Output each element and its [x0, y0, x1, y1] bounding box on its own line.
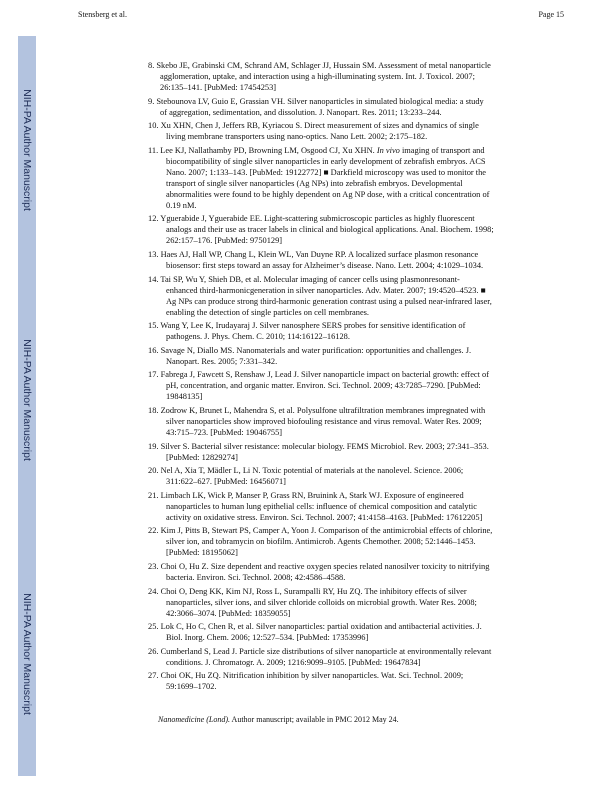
reference-number: 9.: [148, 96, 155, 106]
reference-line: [148, 120, 588, 131]
reference-item: [148, 60, 588, 93]
reference-line: [148, 427, 588, 438]
reference-line: [148, 416, 588, 427]
reference-line: [148, 536, 588, 547]
reference-text: Xu XHN, Chen J, Jeffers RB, Kyriacou S. Direct measurement of sizes and dynamics of single: [160, 121, 479, 131]
reference-line: [148, 156, 588, 167]
reference-line: [148, 501, 588, 512]
reference-text: transport of single silver nanoparticles (Ag NPs) into zebrafish embryos. Developmental: [166, 178, 463, 188]
reference-number: 18.: [148, 405, 159, 415]
reference-line: [148, 107, 588, 118]
reference-text: Lee KJ, Nallathamby PD, Browning LM, Osgood CJ, Xu XHN.: [160, 145, 377, 155]
reference-line: [148, 657, 588, 668]
reference-text: Lok C, Ho C, Chen R, et al. Silver nanoparticles: partial oxidation and antibacterial activities. J.: [160, 622, 482, 632]
reference-number: 20.: [148, 466, 159, 476]
reference-text: of aggregation, sedimentation, and dissolution. J. Nanopart. Res. 2011; 13:233–244.: [160, 107, 442, 117]
reference-text: pH, concentration, and organic matter. Environ. Sci. Technol. 2009; 43:7285–7290. [PubMed:: [166, 381, 481, 391]
reference-line: [148, 681, 588, 692]
reference-text: silver ion, and tobramycin on biofilm. Antimicrob. Agents Chemother. 2008; 52:1446–1453.: [166, 537, 476, 547]
reference-text: Nano. 2007; 1:133–143. [PubMed: 19122772] ■ Darkfield microscopy was used to monitor the: [166, 167, 487, 177]
reference-line: [148, 608, 588, 619]
reference-number: 23.: [148, 561, 159, 571]
reference-text: 42:3066–3074. [PubMed: 18359055]: [166, 608, 291, 618]
reference-item: [148, 96, 588, 118]
sidebar-label: NIH-PA Author Manuscript: [21, 339, 33, 461]
reference-number: 27.: [148, 671, 159, 681]
reference-line: [148, 145, 588, 156]
reference-text: Stebounova LV, Guio E, Grassian VH. Silver nanoparticles in simulated biological media: a study: [156, 96, 484, 106]
reference-text: Zodrow K, Brunet L, Mahendra S, et al. Polysulfone ultrafiltration membranes impregnated with: [160, 405, 486, 415]
reference-line: [148, 213, 588, 224]
reference-text: enabling the detection of single particles on cell membranes.: [166, 307, 370, 317]
reference-number: 11.: [148, 145, 159, 155]
reference-line: [148, 200, 588, 211]
reference-text: living membrane transporters using nano-optics. Nano Lett. 2002; 2:175–182.: [166, 132, 428, 142]
italic-text: In vivo: [376, 145, 400, 155]
reference-text: nanoparticles to human lung epithelial cells: influence of chemical composition and catalytic: [166, 501, 477, 511]
reference-line: [148, 597, 588, 608]
reference-number: 22.: [148, 526, 159, 536]
reference-line: [148, 224, 588, 235]
reference-text: 0.19 nM.: [166, 200, 197, 210]
reference-line: [148, 632, 588, 643]
reference-item: [148, 120, 588, 142]
reference-number: 25.: [148, 622, 159, 632]
reference-text: Ag NPs can produce strong third-harmonic generation contrast using a pulsed near-infrared laser,: [166, 296, 492, 306]
reference-line: [148, 621, 588, 632]
reference-text: Wang Y, Lee K, Irudayaraj J. Silver nanosphere SERS probes for sensitive identification of: [160, 321, 466, 331]
reference-line: [148, 249, 588, 260]
reference-text: silver nanoparticles show improved biofouling resistance and virus removal. Water Res. 2009;: [166, 416, 482, 426]
reference-number: 15.: [148, 321, 159, 331]
reference-number: 19.: [148, 441, 159, 451]
reference-line: [148, 345, 588, 356]
reference-line: [148, 512, 588, 523]
reference-number: 24.: [148, 586, 159, 596]
reference-text: analogs and their use as tracer labels in clinical and biological applications. Anal. Biochem. 1998;: [166, 225, 494, 235]
reference-line: [148, 96, 588, 107]
reference-item: [148, 369, 588, 402]
reference-line: [148, 561, 588, 572]
reference-text: Silver S. Bacterial silver resistance: molecular biology. FEMS Microbiol. Rev. 2003; 27:341–353.: [160, 441, 489, 451]
reference-line: [148, 235, 588, 246]
reference-line: [148, 586, 588, 597]
reference-text: 311:622–627. [PubMed: 16456071]: [166, 477, 286, 487]
reference-text: Skebo JE, Grabinski CM, Schrand AM, Schlager JJ, Hussain SM. Assessment of metal nanoparticle: [156, 61, 491, 70]
reference-line: [148, 547, 588, 558]
reference-line: [148, 670, 588, 681]
reference-line: [148, 274, 588, 285]
reference-line: [148, 331, 588, 342]
reference-text: Nel A, Xia T, Mädler L, Li N. Toxic potential of materials at the nanolevel. Science. 2006;: [160, 466, 464, 476]
reference-line: [148, 405, 588, 416]
reference-text: Biol. Inorg. Chem. 2006; 12:527–534. [PubMed: 17353996]: [166, 633, 369, 643]
reference-number: 8.: [148, 61, 155, 70]
reference-line: [148, 572, 588, 583]
reference-text: Choi O, Hu Z. Size dependent and reactive oxygen species related nanosilver toxicity to nitrifying: [160, 561, 490, 571]
reference-number: 12.: [148, 214, 159, 224]
reference-text: [PubMed: 12829274]: [166, 452, 238, 462]
reference-text: imaging of transport and: [399, 145, 485, 155]
reference-line: [148, 369, 588, 380]
reference-text: 43:715–723. [PubMed: 19046755]: [166, 427, 283, 437]
reference-item: [148, 345, 588, 367]
reference-line: [148, 356, 588, 367]
reference-text: Kim J, Pitts B, Stewart PS, Camper A, Yoon J. Comparison of the antimicrobial effects of chlorine,: [160, 526, 493, 536]
reference-text: Choi OK, Hu ZQ. Nitrification inhibition by silver nanoparticles. Wat. Sci. Technol. 2009;: [160, 671, 464, 681]
reference-item: [148, 441, 588, 463]
page-number: Page 15: [538, 10, 564, 19]
reference-item: [148, 145, 588, 211]
reference-item: [148, 621, 588, 643]
reference-text: conditions. J. Chromatogr. A. 2009; 1216:9099–9105. [PubMed: 19647834]: [166, 657, 421, 667]
sidebar-label: NIH-PA Author Manuscript: [21, 593, 33, 715]
reference-item: [148, 670, 588, 692]
reference-line: [148, 320, 588, 331]
reference-number: 26.: [148, 646, 159, 656]
reference-line: [148, 380, 588, 391]
reference-text: Fabrega J, Fawcett S, Renshaw J, Lead J. Silver nanoparticle impact on bacterial growth: effect of: [160, 370, 490, 380]
reference-text: 59:1699–1702.: [166, 682, 217, 692]
reference-text: biocompatibility of single silver nanoparticles in early development of zebrafish embryos. ACS: [166, 156, 486, 166]
reference-line: [148, 525, 588, 536]
reference-text: activity on oxidative stress. Environ. Sci. Technol. 2007; 41:4158–4163. [PubMed: 17612205]: [166, 512, 483, 522]
reference-line: [148, 307, 588, 318]
journal-name: Nanomedicine (Lond).: [158, 715, 230, 724]
reference-text: nanoparticles, silver ions, and silver chloride colloids on microbial growth. Water Res. 2008;: [166, 597, 477, 607]
reference-item: [148, 586, 588, 619]
reference-item: [148, 274, 588, 318]
reference-text: 19848135]: [166, 392, 203, 402]
running-header-author: Stensberg et al.: [78, 10, 127, 19]
reference-item: [148, 525, 588, 558]
reference-text: Haes AJ, Hall WP, Chang L, Klein WL, Van Duyne RP. A localized surface plasmon resonance: [160, 249, 479, 259]
reference-line: [148, 391, 588, 402]
reference-number: 16.: [148, 345, 159, 355]
reference-text: Savage N, Diallo MS. Nanomaterials and water purification: opportunities and challenges. J.: [160, 345, 472, 355]
footer-text: Author manuscript; available in PMC 2012 May 24.: [230, 715, 399, 724]
reference-line: [148, 465, 588, 476]
reference-line: [148, 71, 588, 82]
reference-text: enhanced third-harmonicgeneration in silver nanoparticles. Adv. Mater. 2007; 19:4520–4523. ■: [166, 285, 486, 295]
reference-number: 14.: [148, 274, 159, 284]
nih-pa-sidebar: [18, 36, 36, 776]
reference-item: [148, 213, 588, 246]
reference-list: [148, 60, 588, 695]
reference-line: [148, 490, 588, 501]
reference-line: [148, 441, 588, 452]
reference-text: 26:135–141. [PubMed: 17454253]: [160, 83, 277, 92]
reference-text: [PubMed: 18195062]: [166, 548, 238, 558]
reference-line: [148, 646, 588, 657]
reference-line: [148, 60, 588, 71]
reference-text: Tai SP, Wu Y, Shieh DB, et al. Molecular imaging of cancer cells using plasmonresonant-: [160, 274, 460, 284]
reference-text: 262:157–176. [PubMed: 9750129]: [166, 236, 283, 246]
reference-number: 10.: [148, 121, 159, 131]
reference-item: [148, 320, 588, 342]
reference-number: 13.: [148, 249, 159, 259]
reference-line: [148, 285, 588, 296]
reference-line: [148, 189, 588, 200]
reference-text: pathogens. J. Phys. Chem. C. 2010; 114:16122–16128.: [166, 332, 350, 342]
reference-text: Yguerabide J, Yguerabide EE. Light-scattering submicroscopic particles as highly fluorescent: [160, 214, 475, 224]
reference-item: [148, 561, 588, 583]
reference-text: biosensor: first steps toward an assay for Alzheimer’s disease. Nano. Lett. 2004; 4:1029–1034.: [166, 260, 484, 270]
reference-item: [148, 465, 588, 487]
reference-text: Nanopart. Res. 2005; 7:331–342.: [166, 356, 278, 366]
reference-line: [148, 296, 588, 307]
reference-line: [148, 82, 588, 93]
reference-item: [148, 249, 588, 271]
reference-line: [148, 131, 588, 142]
reference-item: [148, 405, 588, 438]
reference-item: [148, 646, 588, 668]
reference-line: [148, 452, 588, 463]
reference-number: 17.: [148, 370, 159, 380]
footer: [158, 715, 399, 724]
reference-text: agglomeration, uptake, and interaction using a high-illuminating system. Int. J. Toxicol. 2007;: [160, 72, 475, 81]
reference-line: [148, 476, 588, 487]
reference-text: bacteria. Environ. Sci. Technol. 2008; 42:4586–4588.: [166, 572, 346, 582]
reference-text: abnormalities were found to be highly dependent on Ag NP dose, with a critical concentration of: [166, 189, 490, 199]
reference-line: [148, 178, 588, 189]
sidebar-label: NIH-PA Author Manuscript: [21, 89, 33, 211]
reference-number: 21.: [148, 490, 159, 500]
reference-text: Choi O, Deng KK, Kim NJ, Ross L, Surampalli RY, Hu ZQ. The inhibitory effects of silver: [160, 586, 467, 596]
reference-line: [148, 167, 588, 178]
reference-text: Cumberland S, Lead J. Particle size distributions of silver nanoparticle at environmentally relevant: [160, 646, 492, 656]
reference-item: [148, 490, 588, 523]
reference-line: [148, 260, 588, 271]
reference-text: Limbach LK, Wick P, Manser P, Grass RN, Bruinink A, Stark WJ. Exposure of engineered: [160, 490, 464, 500]
